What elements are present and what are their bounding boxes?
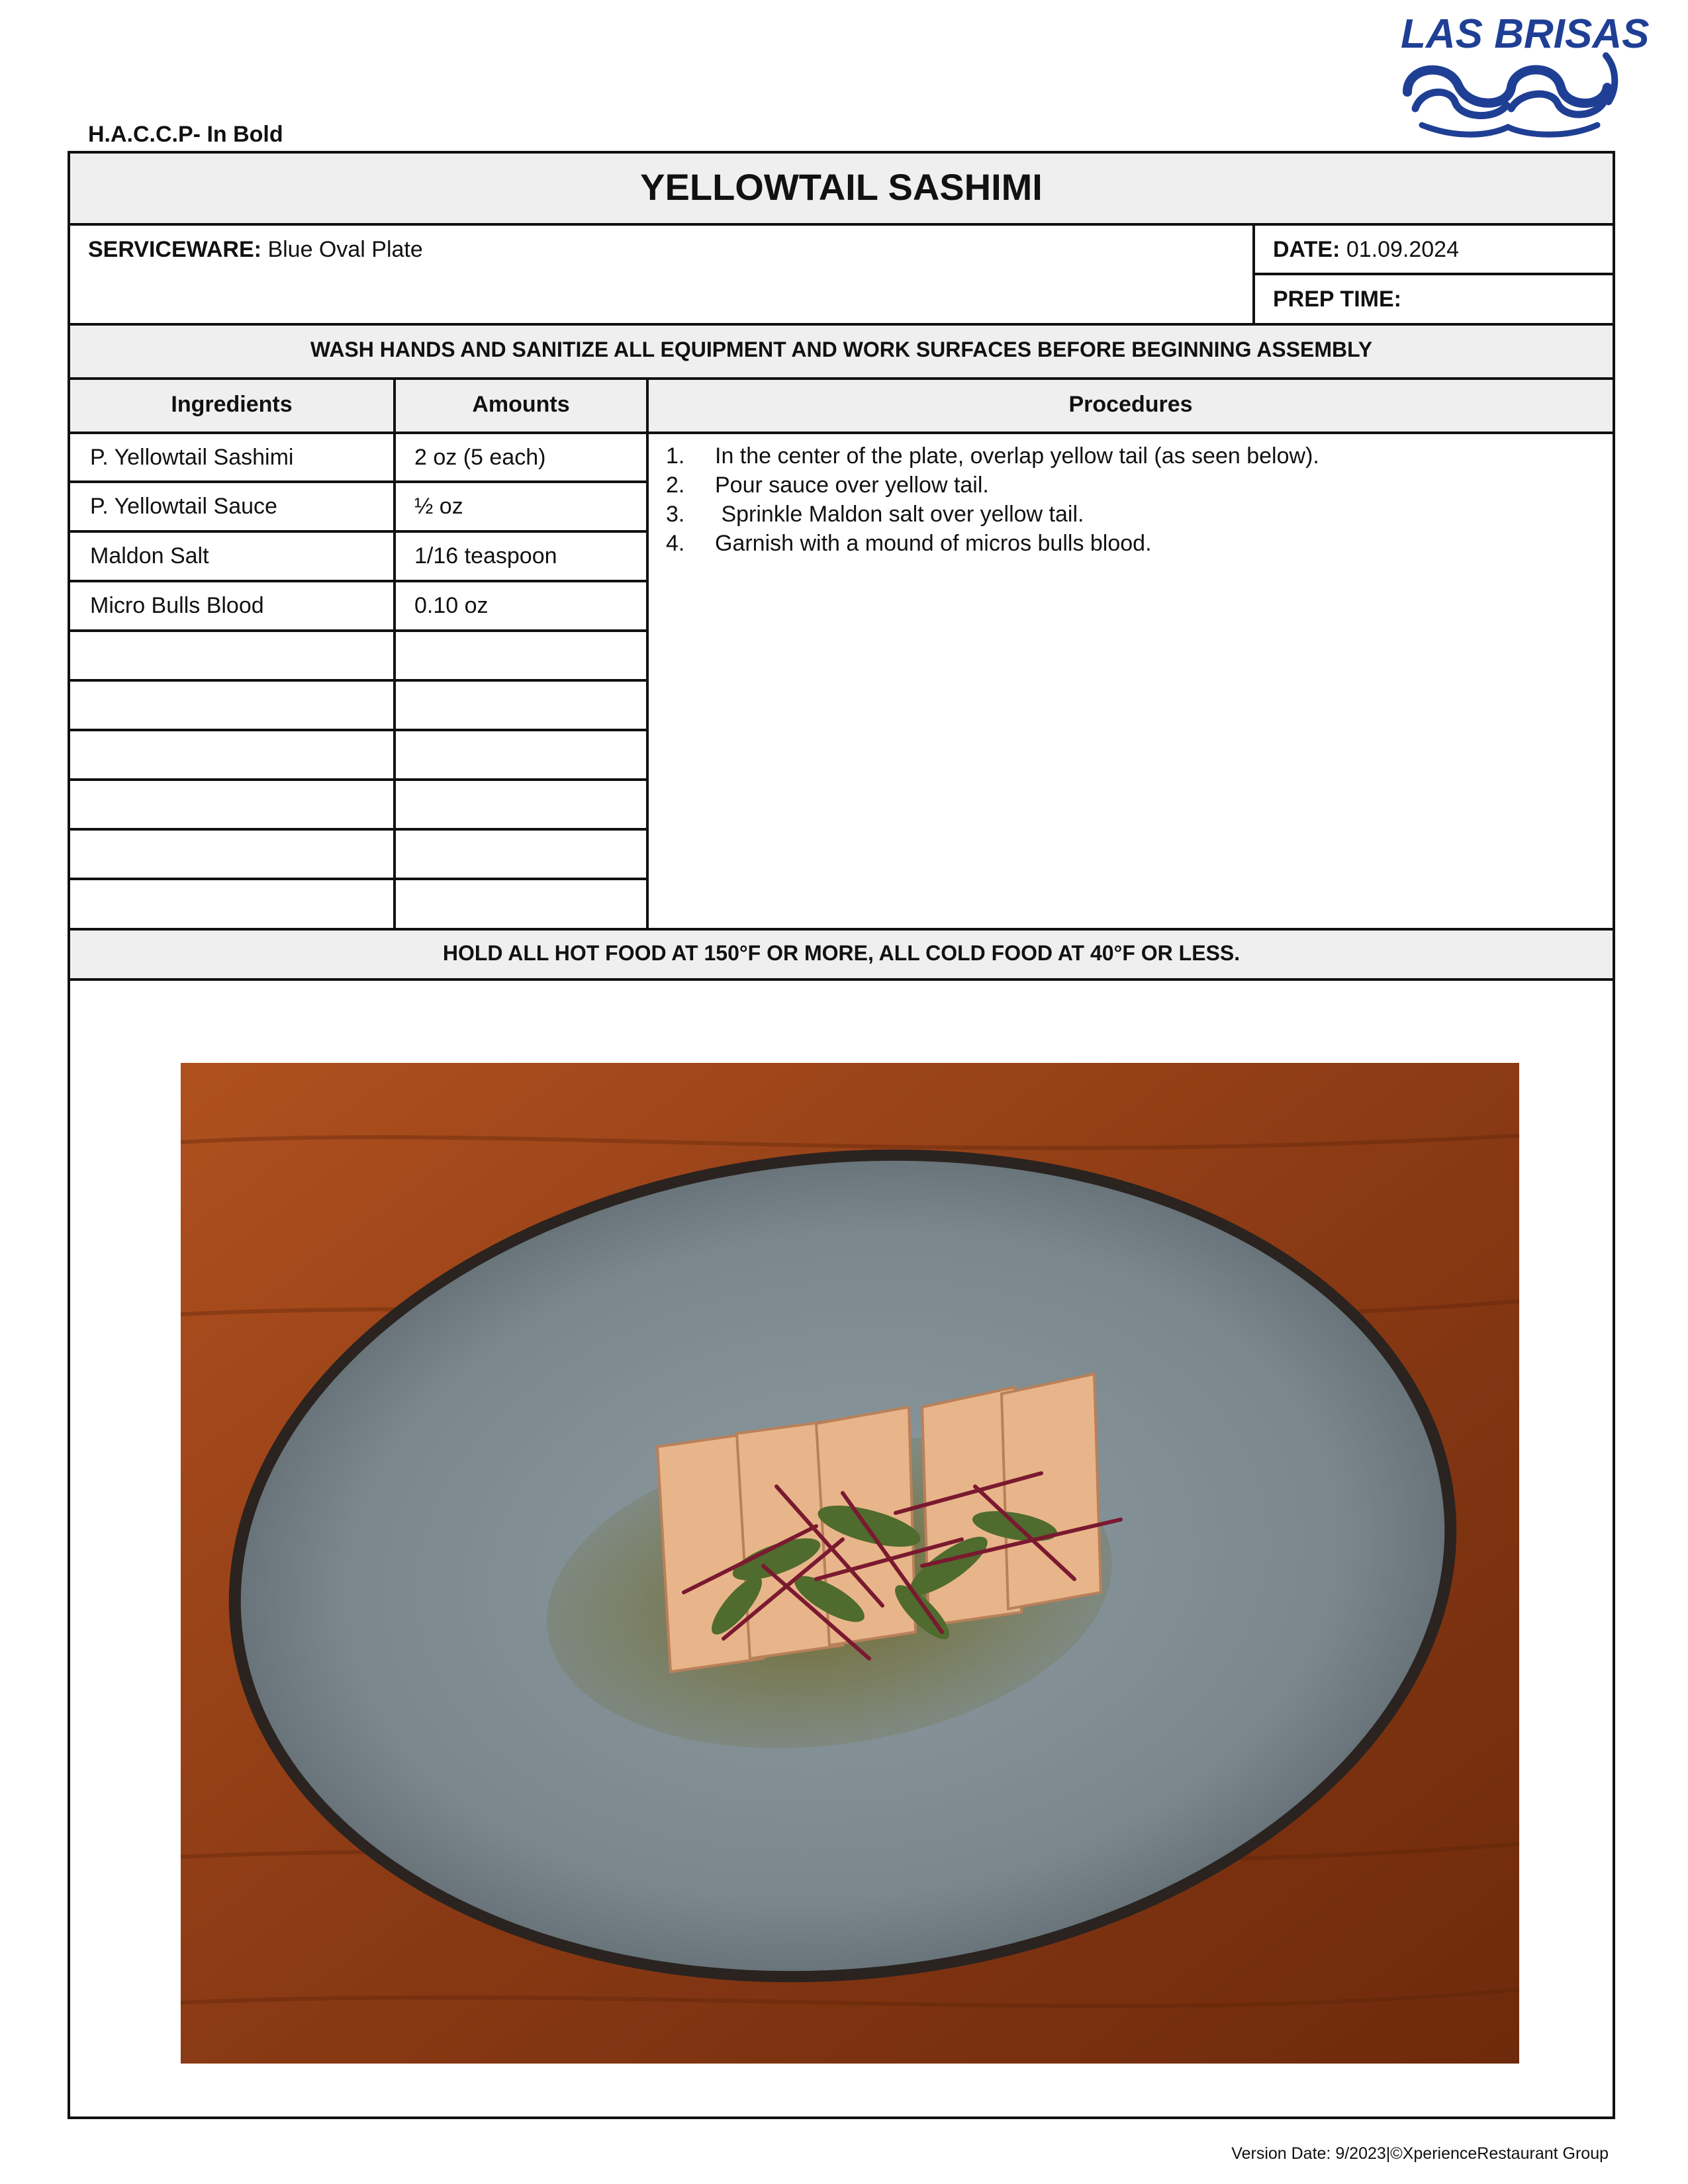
prep-time-label: PREP TIME: (1273, 287, 1401, 312)
procedure-number: 4. (666, 531, 685, 556)
ingredient-name: P. Yellowtail Sashimi (90, 445, 294, 470)
dish-photo (181, 1063, 1519, 2064)
procedures-header: Procedures (1068, 392, 1193, 417)
version-footer: Version Date: 9/2023|©XperienceRestaurant Group (1231, 2144, 1609, 2163)
serviceware-value: Blue Oval Plate (267, 237, 423, 262)
amounts-header: Amounts (472, 392, 570, 417)
serviceware-field (88, 237, 423, 263)
svg-text:LAS BRISAS: LAS BRISAS (1401, 11, 1650, 57)
procedure-step: In the center of the plate, overlap yellow tail (as seen below). (715, 443, 1319, 469)
ingredient-amount: 1/16 teaspoon (414, 543, 557, 569)
procedure-number: 3. (666, 502, 685, 527)
date-value: 01.09.2024 (1346, 237, 1459, 262)
prep-time-field (1273, 287, 1401, 312)
ingredients-header: Ingredients (171, 392, 293, 417)
haccp-note: H.A.C.C.P- In Bold (88, 122, 283, 147)
ingredient-name: Maldon Salt (90, 543, 209, 569)
hold-notice: HOLD ALL HOT FOOD AT 150°F OR MORE, ALL COLD FOOD AT 40°F OR LESS. (442, 941, 1241, 965)
procedure-step: Garnish with a mound of micros bulls blood. (715, 531, 1152, 556)
procedure-step: Sprinkle Maldon salt over yellow tail. (715, 502, 1084, 527)
procedure-number: 1. (666, 443, 685, 469)
procedure-step: Pour sauce over yellow tail. (715, 473, 989, 498)
date-label: DATE: (1273, 237, 1340, 262)
ingredient-amount: ½ oz (414, 494, 463, 519)
ingredient-name: P. Yellowtail Sauce (90, 494, 277, 519)
ingredient-name: Micro Bulls Blood (90, 593, 264, 618)
las-brisas-logo (1395, 9, 1650, 145)
ingredient-amount: 2 oz (5 each) (414, 445, 546, 470)
recipe-title: YELLOWTAIL SASHIMI (640, 166, 1043, 208)
wash-notice: WASH HANDS AND SANITIZE ALL EQUIPMENT AND WORK SURFACES BEFORE BEGINNING ASSEMBLY (310, 338, 1373, 361)
procedure-number: 2. (666, 473, 685, 498)
ingredient-amount: 0.10 oz (414, 593, 489, 618)
date-field (1273, 237, 1459, 263)
serviceware-label: SERVICEWARE: (88, 237, 261, 262)
